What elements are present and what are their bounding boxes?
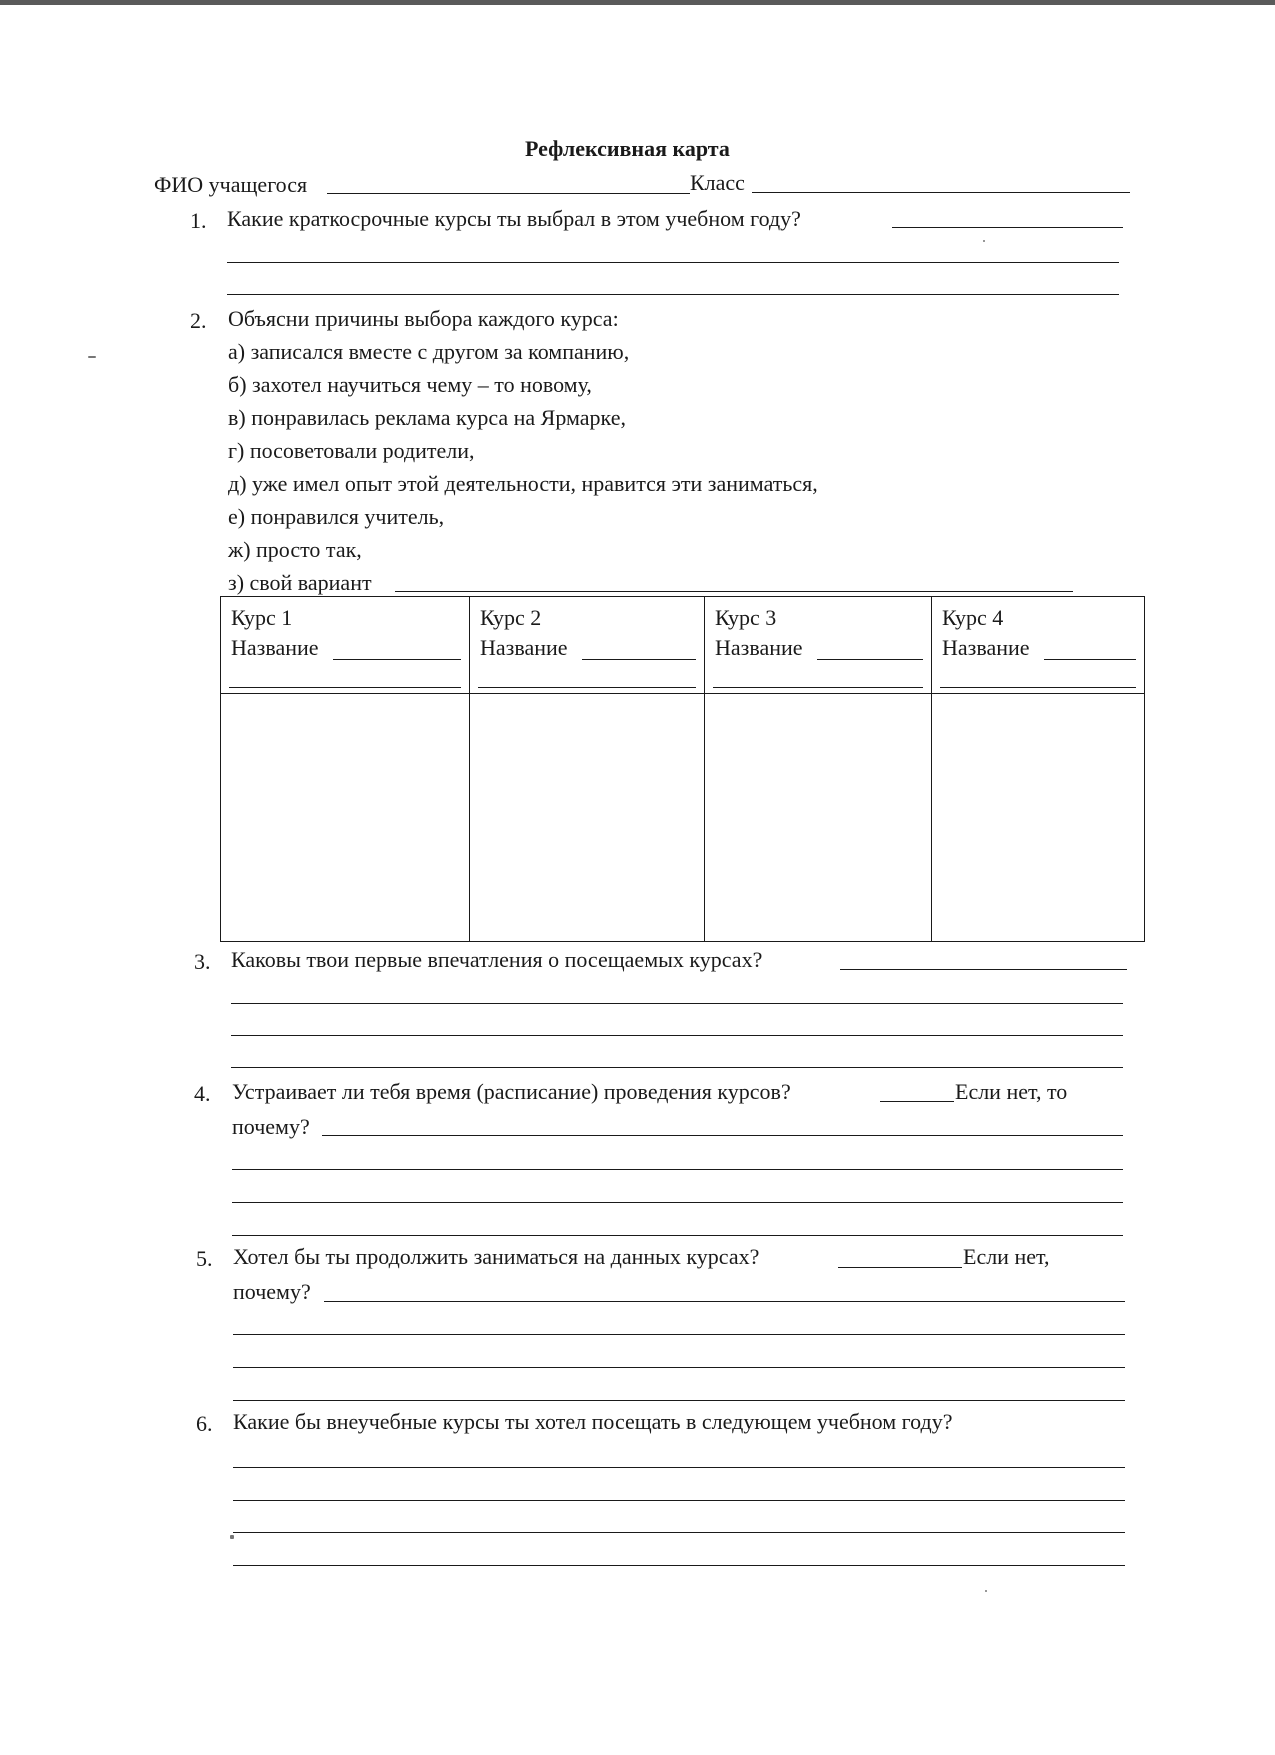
student-name-field[interactable] — [327, 193, 690, 194]
q5-answer-line[interactable] — [233, 1367, 1125, 1368]
q1-answer-line[interactable] — [892, 227, 1123, 228]
course-name-label: Название — [942, 635, 1030, 660]
course-answer-cell[interactable] — [470, 694, 705, 942]
course-label: Курс 4 — [942, 605, 1004, 630]
q1-answer-line[interactable] — [227, 294, 1119, 295]
q4-answer-line[interactable] — [322, 1135, 1123, 1136]
q2-option: а) записался вместе с другом за компанию, — [228, 339, 630, 364]
q2-option: д) уже имел опыт этой деятельности, нравится эти заниматься, — [228, 471, 818, 496]
q5-why-label: почему? — [233, 1279, 311, 1304]
q4-tail-text: Если нет, то — [955, 1079, 1068, 1104]
course-label: Курс 2 — [480, 605, 542, 630]
course-name-field[interactable] — [478, 687, 696, 688]
q4-answer-line[interactable] — [232, 1235, 1123, 1236]
class-field[interactable] — [752, 192, 1130, 193]
class-label: Класс — [690, 170, 745, 195]
q4-answer-field[interactable] — [880, 1101, 954, 1102]
page-title: Рефлексивная карта — [525, 136, 730, 161]
course-name-field[interactable] — [333, 659, 461, 660]
q3-answer-line[interactable] — [231, 1035, 1123, 1036]
q5-answer-line[interactable] — [324, 1301, 1125, 1302]
q4-answer-line[interactable] — [232, 1202, 1123, 1203]
q3-answer-line[interactable] — [231, 1003, 1123, 1004]
q2-option: г) посоветовали родители, — [228, 438, 475, 463]
scan-speck — [983, 240, 985, 242]
course-name-label: Название — [480, 635, 568, 660]
course-answer-cell[interactable] — [705, 694, 932, 942]
q1-text: Какие краткосрочные курсы ты выбрал в этом учебном году? — [227, 206, 801, 231]
q6-answer-line[interactable] — [233, 1500, 1125, 1501]
q6-number: 6. — [196, 1411, 213, 1436]
q2-option: е) понравился учитель, — [228, 504, 445, 529]
q3-number: 3. — [194, 949, 211, 974]
q2-option: ж) просто так, — [228, 537, 362, 562]
student-name-label: ФИО учащегося — [154, 172, 308, 197]
q1-number: 1. — [190, 208, 207, 233]
q3-text: Каковы твои первые впечатления о посещаемых курсах? — [231, 947, 763, 972]
scan-speck — [230, 1535, 234, 1539]
q5-number: 5. — [196, 1246, 213, 1271]
course-answer-cell[interactable] — [932, 694, 1145, 942]
q6-answer-line[interactable] — [233, 1565, 1125, 1566]
course-answer-cell[interactable] — [221, 694, 470, 942]
q4-why-label: почему? — [232, 1114, 310, 1139]
scan-speck — [88, 356, 96, 358]
course-name-field[interactable] — [582, 659, 696, 660]
q2-option: з) свой вариант — [228, 570, 372, 595]
q3-answer-line[interactable] — [231, 1067, 1123, 1068]
q4-answer-line[interactable] — [232, 1169, 1123, 1170]
scan-top-edge — [0, 0, 1275, 5]
course-name-field[interactable] — [713, 687, 923, 688]
q2-option: б) захотел научиться чему – то новому, — [228, 372, 592, 397]
q5-answer-line[interactable] — [233, 1400, 1125, 1401]
q2-own-variant-line[interactable] — [395, 591, 1073, 592]
q5-answer-line[interactable] — [233, 1334, 1125, 1335]
q3-answer-line[interactable] — [840, 969, 1127, 970]
course-label: Курс 3 — [715, 605, 777, 630]
q6-text: Какие бы внеучебные курсы ты хотел посещать в следующем учебном году? — [233, 1409, 953, 1434]
q4-number: 4. — [194, 1081, 211, 1106]
q5-answer-field[interactable] — [838, 1267, 962, 1268]
q5-text: Хотел бы ты продолжить заниматься на данных курсах? — [233, 1244, 760, 1269]
q2-option: в) понравилась реклама курса на Ярмарке, — [228, 405, 626, 430]
course-header-cell — [705, 597, 932, 694]
course-name-field[interactable] — [229, 687, 461, 688]
course-name-label: Название — [715, 635, 803, 660]
course-name-label: Название — [231, 635, 319, 660]
q6-answer-line[interactable] — [233, 1532, 1125, 1533]
course-name-field[interactable] — [940, 687, 1136, 688]
q2-text: Объясни причины выбора каждого курса: — [228, 306, 619, 331]
course-header-cell — [932, 597, 1145, 694]
courses-table — [220, 596, 1145, 942]
course-label: Курс 1 — [231, 605, 293, 630]
q5-tail-text: Если нет, — [963, 1244, 1050, 1269]
q4-text: Устраивает ли тебя время (расписание) проведения курсов? — [232, 1079, 791, 1104]
course-header-cell — [221, 597, 470, 694]
course-name-field[interactable] — [1044, 659, 1136, 660]
q2-number: 2. — [190, 308, 207, 333]
q6-answer-line[interactable] — [233, 1467, 1125, 1468]
course-name-field[interactable] — [817, 659, 923, 660]
course-header-cell — [470, 597, 705, 694]
scan-speck — [985, 1590, 987, 1592]
q1-answer-line[interactable] — [227, 262, 1119, 263]
